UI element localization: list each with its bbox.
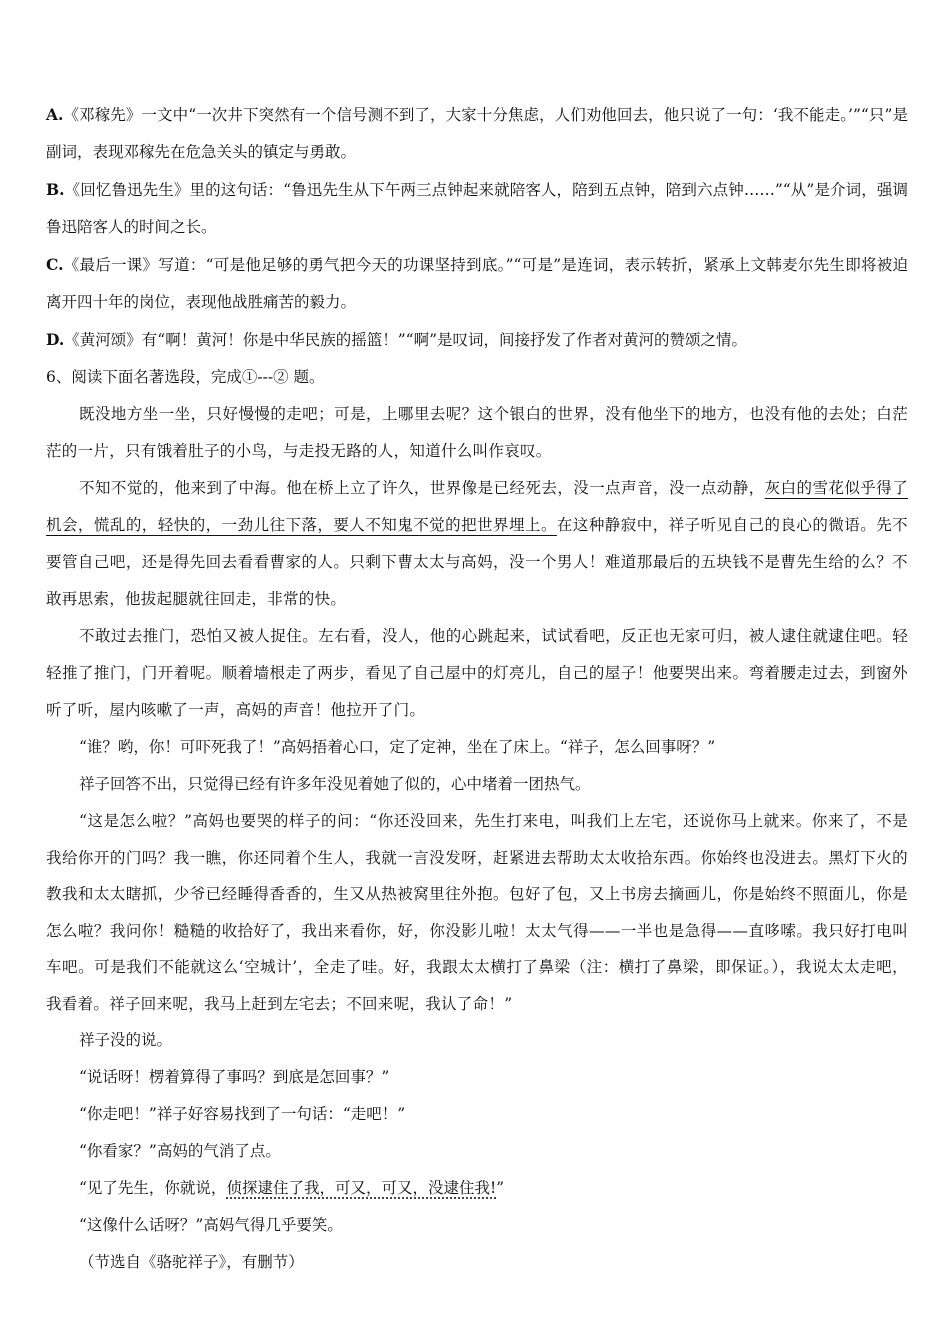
option-c <box>46 246 908 321</box>
option-a <box>46 96 908 171</box>
passage-paragraph-10: “你看家？”高妈的气消了点。 <box>79 1142 281 1160</box>
passage-paragraph-6: “这是怎么啦？”高妈也要哭的样子的问：“你还没回来，先生打来电，叫我们上左宅，还说你马上就来。你来了，不是我给你开的门吗？我一瞧，你还同着个生人，我就一言没发呀，赶紧进去帮助太太收拾东西。你始终也没进去。黑灯下火的教我和太太瞎抓，少爷已经睡得香香的，生又从热被窝里往外抱。包好了包，又上书房去摘画儿，你是始终不照面儿，你是怎么啦？我问你！糙糙的收拾好了，我出来看你，好，你没影儿啦！太太气得——一半也是急得——直哆嗦。我只好打电叫车吧。可是我们不能就这么‘空城计’，全走了哇。好，我跟太太横打了鼻梁（注：横打了鼻梁，即保证。），我说太太走吧，我看着。祥子回来呢，我马上赶到左宅去；不回来呢，我认了命！” <box>46 812 908 1013</box>
passage-p2-after: 在这种静寂中，祥子听见自己的良心的微语。先不要管自己吧，还是得先回去看看曹家的人。只剩下曹太太与高妈，没一个男人！难道那最后的五块钱不是曹先生给的么？不敢再思索，他拔起腿就往回走，非常的快。 <box>46 516 908 608</box>
passage-paragraph-8: “说话呀！楞着算得了事吗？到底是怎回事？” <box>79 1068 390 1086</box>
option-a-text: 《邓稼先》一文中“一次井下突然有一个信号测不到了，大家十分焦虑，人们劝他回去，他只说了一句：‘我不能走。’”“只”是副词，表现邓稼先在危急关头的镇定与勇敢。 <box>46 106 908 161</box>
passage-paragraph-3: 不敢过去推门，恐怕又被人捉住。左右看，没人，他的心跳起来，试试看吧，反正也无家可归，被人逮住就逮住吧。轻轻推了推门，门开着呢。顺着墙根走了两步，看见了自己屋中的灯亮儿，自己的屋子！他要哭出来。弯着腰走过去，到窗外听了听，屋内咳嗽了一声，高妈的声音！他拉开了门。 <box>46 627 908 719</box>
passage-source: （节选自《骆驼祥子》，有删节） <box>79 1253 304 1271</box>
option-d-label: D. <box>46 330 65 349</box>
passage-paragraph-12: “这像什么话呀？”高妈气得几乎要笑。 <box>79 1216 343 1234</box>
question-6-heading: 6、阅读下面名著选段，完成①---② 题。 <box>46 368 325 386</box>
passage-underlined-sentence: 灰白的雪花似乎得了机会，慌乱的，轻快的，一劲儿往下落，要人不知鬼不觉的把世界埋上。 <box>46 479 909 534</box>
passage-paragraph-9: “你走吧！”祥子好容易找到了一句话：“走吧！” <box>79 1105 406 1123</box>
passage-p11-after: ” <box>496 1179 505 1197</box>
option-d <box>46 321 908 359</box>
passage-paragraph-2 <box>46 470 908 618</box>
document-page <box>46 96 908 1281</box>
passage-paragraph-7: 祥子没的说。 <box>79 1031 173 1049</box>
option-b-label: B. <box>46 180 65 199</box>
passage-p2-before: 不知不觉的，他来到了中海。他在桥上立了许久，世界像是已经死去，没一点声音，没一点动静， <box>79 479 765 497</box>
passage-paragraph-4: “谁？哟，你！可吓死我了！”高妈捂着心口，定了定神，坐在了床上。“祥子，怎么回事呀？” <box>79 738 716 756</box>
option-c-text: 《最后一课》写道：“可是他足够的勇气把今天的功课坚持到底。”“可是”是连词，表示转折，紧承上文韩麦尔先生即将被迫离开四十年的岗位，表现他战胜痛苦的毅力。 <box>46 256 908 311</box>
option-b <box>46 171 908 246</box>
option-b-text: 《回忆鲁迅先生》里的这句话：“鲁迅先生从下午两三点钟起来就陪客人，陪到五点钟，陪到六点钟……”“从”是介词，强调鲁迅陪客人的时间之长。 <box>46 181 908 236</box>
passage-paragraph-5: 祥子回答不出，只觉得已经有许多年没见着她了似的，心中堵着一团热气。 <box>79 775 591 793</box>
option-c-label: C. <box>46 255 64 274</box>
passage-paragraph-1: 既没地方坐一坐，只好慢慢的走吧；可是，上哪里去呢？这个银白的世界，没有他坐下的地方，也没有他的去处；白茫茫的一片，只有饿着肚子的小鸟，与走投无路的人，知道什么叫作哀叹。 <box>46 405 908 460</box>
option-d-text: 《黄河颂》有“啊！黄河！你是中华民族的摇篮！”“啊”是叹词，间接抒发了作者对黄河的赞颂之情。 <box>64 331 747 349</box>
passage-p11-before: “见了先生，你就说， <box>79 1179 227 1197</box>
option-a-label: A. <box>46 105 64 124</box>
passage-paragraph-11 <box>46 1170 908 1207</box>
passage-dotted-phrase: 侦探逮住了我，可又，可又，没逮住我! <box>226 1179 497 1197</box>
